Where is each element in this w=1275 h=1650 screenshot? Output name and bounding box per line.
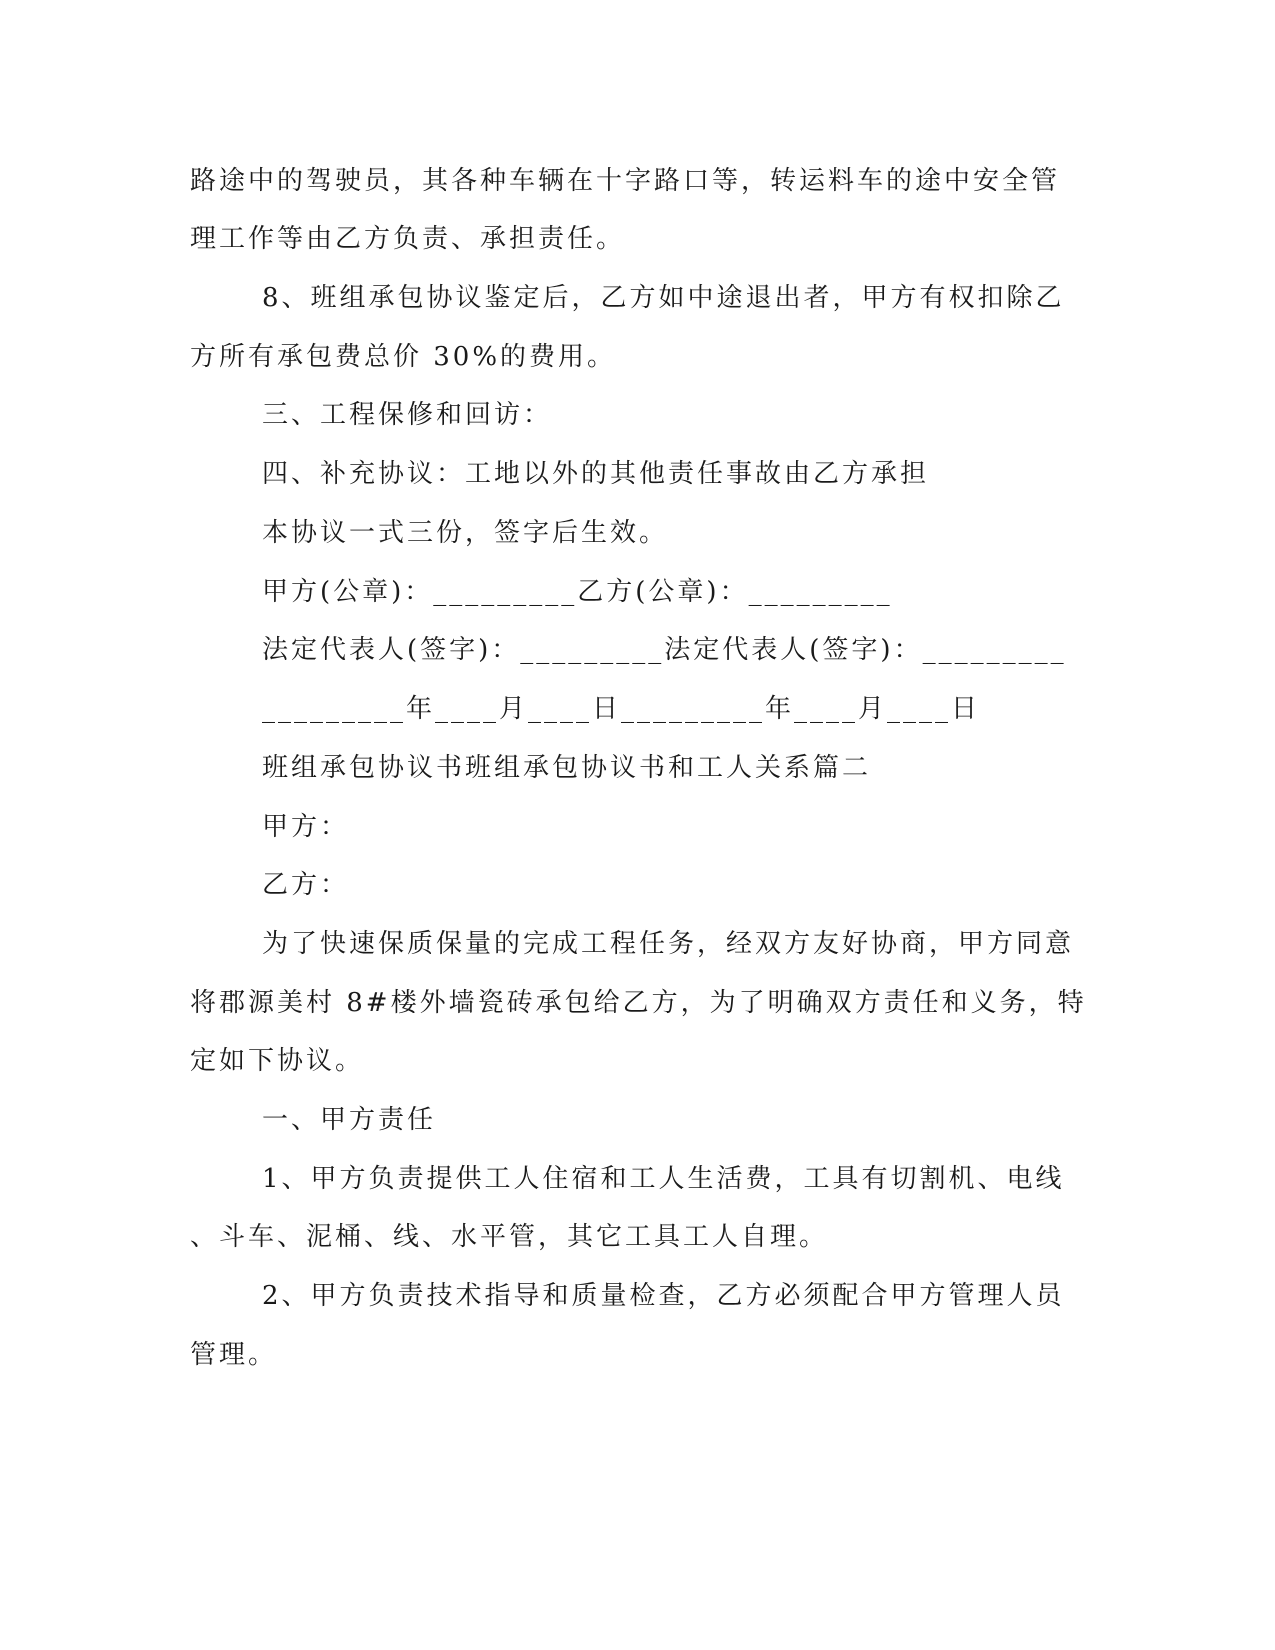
signature-line: 法定代表人(签字)：_________法定代表人(签字)：_________ <box>262 635 1067 665</box>
paragraph-line: 将郡源美村 8#楼外墙瓷砖承包给乙方，为了明确双方责任和义务，特 <box>190 988 1087 1018</box>
section-heading: 三、工程保修和回访： <box>262 400 553 430</box>
signature-line: 甲方(公章)：_________乙方(公章)：_________ <box>262 577 893 607</box>
paragraph-line: 方所有承包费总价 30%的费用。 <box>190 342 617 372</box>
date-line: _________年____月____日_________年____月____日 <box>262 694 981 724</box>
paragraph-line: 理工作等由乙方负责、承担责任。 <box>190 224 626 254</box>
paragraph-line: 1、甲方负责提供工人住宿和工人生活费，工具有切割机、电线 <box>262 1164 1065 1194</box>
paragraph-line: 2、甲方负责技术指导和质量检查，乙方必须配合甲方管理人员 <box>262 1281 1065 1311</box>
party-a-label: 甲方： <box>262 812 350 842</box>
paragraph-line: 本协议一式三份，签字后生效。 <box>262 518 669 548</box>
paragraph-line: 定如下协议。 <box>190 1046 365 1076</box>
section-heading: 四、补充协议：工地以外的其他责任事故由乙方承担 <box>262 459 930 489</box>
paragraph-line: 管理。 <box>190 1340 278 1370</box>
paragraph-line: 为了快速保质保量的完成工程任务，经双方友好协商，甲方同意 <box>262 929 1075 959</box>
paragraph-line: 8、班组承包协议鉴定后，乙方如中途退出者，甲方有权扣除乙 <box>262 283 1065 313</box>
paragraph-line: 路途中的驾驶员，其各种车辆在十字路口等，转运料车的途中安全管 <box>190 166 1061 196</box>
paragraph-line: 、斗车、泥桶、线、水平管，其它工具工人自理。 <box>190 1222 829 1252</box>
document-title: 班组承包协议书班组承包协议书和工人关系篇二 <box>262 753 872 783</box>
party-b-label: 乙方： <box>262 870 350 900</box>
section-heading: 一、甲方责任 <box>262 1105 437 1135</box>
